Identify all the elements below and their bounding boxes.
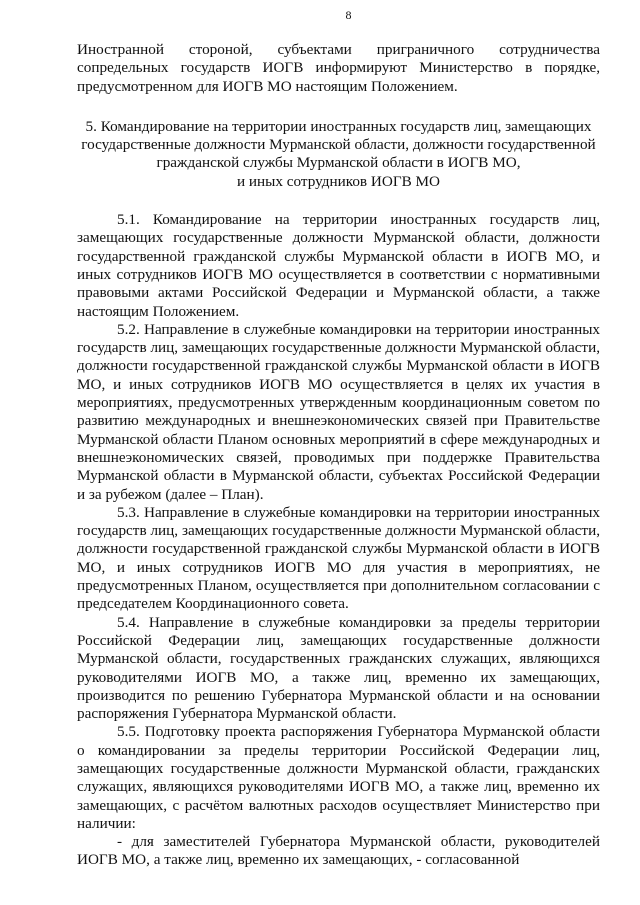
paragraph-5-3: 5.3. Направление в служебные командировки на территории иностранных государств лиц, замещающих государственные должности Мурманской области, должности государственной гражданской службы Мурманской области в ИОГВ МО, и иных сотрудников ИОГВ МО для участия в мероприятиях, не предусмотренных Планом, осуществляется при дополнительном согласовании с председателем Координационного совета. — [77, 503, 600, 613]
section-heading-line: государственные должности Мурманской области, должности государственной — [81, 136, 596, 154]
section-heading — [77, 118, 600, 191]
section-heading-line: гражданской службы Мурманской области в ИОГВ МО, — [156, 154, 521, 172]
paragraph-5-1: 5.1. Командирование на территории иностранных государств лиц, замещающих государственные должности Мурманской области, должности государственной гражданской службы Мурманской области в ИОГВ МО, и иных сотрудников ИОГВ МО осуществляется в соответствии с нормативными правовыми актами Российской Федерации и Мурманской области, а также настоящим Положением. — [77, 211, 600, 320]
paragraph-5-5: 5.5. Подготовку проекта распоряжения Губернатора Мурманской области о командировании за пределы территории Российской Федерации лиц, замещающих государственные должности Мурманской области, гражданских служащих, являющихся руководителями ИОГВ МО, а также лиц, временно их замещающих, с расчётом валютных расходов осуществляет Министерство при наличии: — [77, 723, 600, 832]
paragraph-5-4: 5.4. Направление в служебные командировки за пределы территории Российской Федерации лиц, замещающих государственные должности Мурманской области, государственных гражданских служащих, являющихся руководителями ИОГВ МО, а также лиц, временно их замещающих, производится по решению Губернатора Мурманской области и на основании распоряжения Губернатора Мурманской области. — [77, 613, 600, 723]
section-heading-line: 5. Командирование на территории иностранных государств лиц, замещающих — [85, 117, 592, 135]
page-number: 8 — [345, 8, 352, 22]
paragraph-5-2: 5.2. Направление в служебные командировки на территории иностранных государств лиц, замещающих государственные должности Мурманской области, должности государственной гражданской службы Мурманской области в ИОГВ МО, и иных сотрудников ИОГВ МО осуществляется в целях их участия в мероприятиях, предусмотренных утвержденным координационным советом по развитию международных и внешнеэкономических связей при Правительстве Мурманской области Планом основных мероприятий в сфере международных и внешнеэкономических связей, проводимых при поддержке Правительства Мурманской области в Мурманской области, субъектах Российской Федерации и за рубежом (далее – План). — [77, 320, 600, 503]
paragraph-5-5-item-1: - для заместителей Губернатора Мурманской области, руководителей ИОГВ МО, а также лиц, временно их замещающих, - согласованной — [77, 833, 600, 869]
section-heading-line: и иных сотрудников ИОГВ МО — [236, 172, 441, 190]
intro-paragraph: Иностранной стороной, субъектами приграничного сотрудничества сопредельных государств ИОГВ информируют Министерство в порядке, предусмотренном для ИОГВ МО настоящим Положением. — [77, 41, 600, 95]
